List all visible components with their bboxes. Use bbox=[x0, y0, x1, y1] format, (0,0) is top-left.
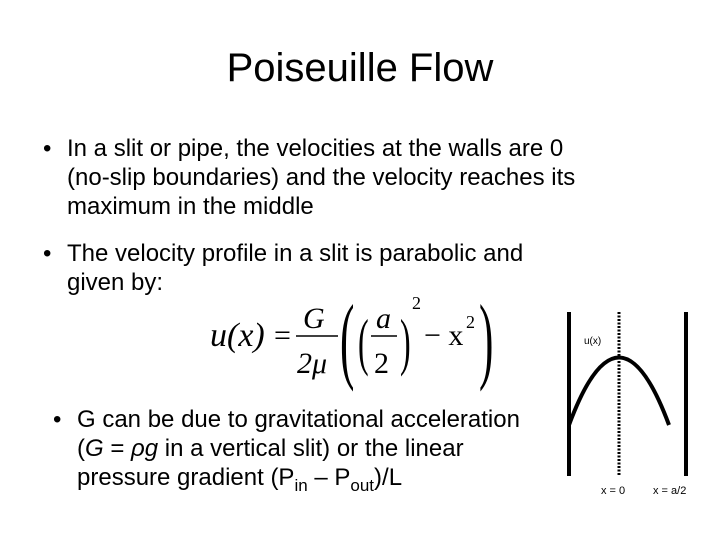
equals-sign: = bbox=[103, 435, 132, 462]
bullet-dot: • bbox=[53, 406, 62, 433]
bullet-text-part: in a vertical slit) or the linear pressure gradient (P bbox=[77, 435, 464, 491]
eq-denominator: 2μ bbox=[297, 347, 328, 380]
bullet-text-part: – P bbox=[307, 464, 351, 491]
eq-x-exponent: 2 bbox=[466, 312, 475, 332]
rho-g-symbol: ρg bbox=[131, 435, 159, 462]
xa-label: x = a/2 bbox=[653, 485, 687, 497]
bullet-text-part: G can be due to gravitational acceleration ( bbox=[77, 406, 520, 462]
eq-lhs: u(x) bbox=[210, 317, 265, 354]
bullet-dot: • bbox=[43, 135, 52, 162]
eq-inner-paren-left: ( bbox=[358, 306, 369, 377]
velocity-profile-figure bbox=[555, 310, 715, 500]
eq-exponent: 2 bbox=[412, 293, 421, 313]
bullet-text: The velocity profile in a slit is parabolic and given by: bbox=[67, 240, 524, 296]
eq-outer-paren-left: ( bbox=[340, 287, 355, 393]
subscript-out: out bbox=[350, 476, 375, 495]
eq-outer-paren-right: ) bbox=[479, 287, 494, 393]
eq-inner-paren-right: ) bbox=[400, 306, 411, 377]
eq-equals: = bbox=[274, 319, 291, 352]
x0-label: x = 0 bbox=[601, 485, 626, 497]
bullet-dot: • bbox=[43, 240, 52, 267]
g-symbol: G bbox=[85, 435, 104, 462]
bullet-no-slip bbox=[43, 134, 703, 224]
bullet-text: In a slit or pipe, the velocities at the walls are 0 (no-slip boundaries) and the velocity reaches its maximum in the middle bbox=[67, 135, 576, 220]
bullet-g-origin bbox=[53, 405, 533, 535]
y-axis-label: u(x) bbox=[584, 336, 602, 347]
velocity-equation bbox=[200, 283, 500, 393]
eq-two: 2 bbox=[374, 347, 389, 380]
bullet-text bbox=[77, 405, 533, 500]
subscript-in: in bbox=[294, 476, 308, 495]
eq-minus-x: − x bbox=[424, 319, 464, 352]
bullet-text-part: )/L bbox=[374, 464, 403, 491]
eq-a: a bbox=[376, 302, 391, 335]
eq-numerator: G bbox=[303, 302, 325, 335]
slide-title: Poiseuille Flow bbox=[226, 46, 494, 90]
